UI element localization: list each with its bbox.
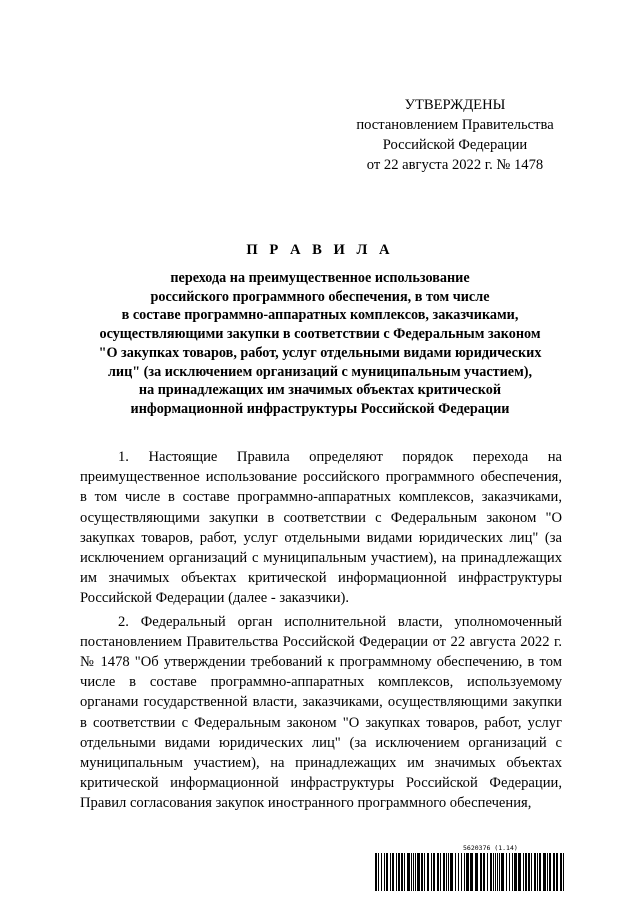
subtitle-line: информационной инфраструктуры Российской Федерации xyxy=(130,400,510,417)
approval-line: постановлением Правительства xyxy=(356,117,554,133)
subtitle-line: осуществляющими закупки в соответствии с Федеральным законом xyxy=(99,326,541,343)
approval-line: УТВЕРЖДЕНЫ xyxy=(404,97,506,113)
subtitle-line: "О закупках товаров, работ, услуг отдельными видами юридических xyxy=(98,344,542,361)
approval-stamp xyxy=(350,95,560,175)
subtitle-line: лиц" (за исключением организаций с муниципальным участием), xyxy=(107,363,533,380)
subtitle-line: в составе программно-аппаратных комплексов, заказчиками, xyxy=(121,307,519,324)
subtitle-line: российского программного обеспечения, в том числе xyxy=(150,288,490,305)
paragraph-1: 1. Настоящие Правила определяют порядок перехода на преимущественное использование российского программного обеспечения, в том числе в составе программно-аппаратных комплексов, заказчиками, осуществляющими закупки в соответствии с Федеральным законом "О закупках товаров, работ, услуг отдельными видами юридических лиц" (за исключением организаций с муниципальным участием), на принадлежащих им значимых объектах критической информационной инфраструктуры Российской Федерации (далее - заказчики). xyxy=(80,449,562,607)
approval-line: от 22 августа 2022 г. № 1478 xyxy=(366,157,544,173)
paragraph-2: 2. Федеральный орган исполнительной власти, уполномоченный постановлением Правительства Российской Федерации от 22 августа 2022 г. № 1478 "Об утверждении требований к программному обеспечению, в том числе в составе программно-аппаратных комплексов, используемому органами государственной власти, заказчиками, осуществляющими закупки в соответствии с Федеральным законом "О закупках товаров, работ, услуг отдельными видами юридических лиц" (за исключением организаций с муниципальным участием), на принадлежащих им значимых объектах критической информационной инфраструктуры Российской Федерации, Правил согласования закупок иностранного программного обеспечения, xyxy=(80,613,562,812)
document-title: П Р А В И Л А xyxy=(246,242,394,258)
approval-line: Российской Федерации xyxy=(382,137,528,153)
barcode-image xyxy=(375,853,565,891)
subtitle-line: на принадлежащих им значимых объектах критической xyxy=(138,382,502,399)
barcode-number: 5620376 (1.14) xyxy=(463,844,518,852)
subtitle-line: перехода на преимущественное использование xyxy=(170,270,470,286)
document-subtitle xyxy=(60,269,580,419)
document-body xyxy=(80,447,562,817)
